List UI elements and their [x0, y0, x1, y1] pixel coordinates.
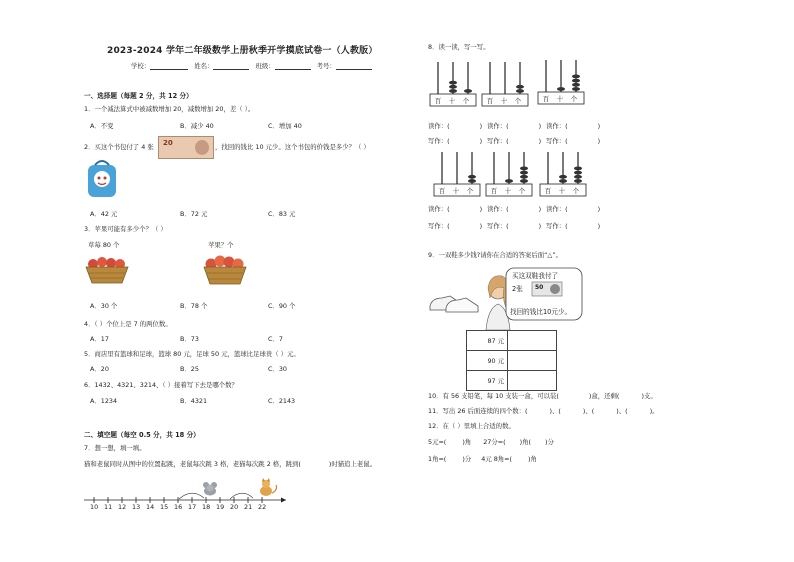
q1-option-c[interactable]: C．增加 40: [268, 122, 302, 130]
place-label: 百: [486, 97, 494, 105]
abacus-place-labels: [487, 186, 529, 195]
number-line-label: 13: [132, 503, 141, 511]
abacus-bead: [559, 179, 567, 183]
number-line-label: 17: [188, 503, 197, 511]
bubble-note-value: 50: [535, 284, 544, 291]
q10-text-a: 10．有 56 支铅笔，每 10 支装一盒，可以装(: [428, 392, 559, 400]
q12-r1-c: 27分=(: [483, 438, 506, 446]
class-label: 班级：: [255, 62, 275, 70]
place-label: 百: [434, 97, 442, 105]
abacus-bead: [520, 171, 528, 175]
q1-option-b[interactable]: B．减少 40: [180, 122, 214, 130]
q6-option-a[interactable]: A．1234: [90, 397, 118, 405]
answer-close: ): [479, 137, 483, 145]
class-blank[interactable]: [275, 63, 311, 70]
q2-text-a: 2．买这个书包付了 4 张: [84, 143, 154, 151]
q7-desc: [84, 459, 376, 468]
answer-close: ): [597, 122, 601, 130]
number-line-label: 15: [160, 503, 169, 511]
q12-row2: [428, 454, 537, 463]
price-row: [467, 351, 557, 371]
abacus-bead: [520, 175, 528, 179]
place-label: 十: [500, 97, 508, 105]
bubble-top-text: 买这双鞋我付了: [512, 272, 559, 280]
answer-label: 写作：(: [428, 137, 450, 145]
section2-heading: 二、填空题（每空 0.5 分，共 18 分）: [84, 431, 200, 439]
write-answer[interactable]: [546, 136, 600, 145]
price-cell: 90 元: [467, 351, 508, 371]
number-line-label: 19: [216, 503, 225, 511]
apple-basket-icon: [202, 255, 248, 285]
number-line-label: 22: [258, 503, 267, 511]
answer-close: ): [479, 222, 483, 230]
place-label: 个: [514, 97, 522, 105]
q2-option-c[interactable]: C．83 元: [268, 210, 296, 218]
place-label: 个: [462, 97, 470, 105]
write-answer[interactable]: [487, 136, 541, 145]
read-answer[interactable]: [487, 121, 541, 130]
q4-option-b[interactable]: B．73: [180, 335, 199, 343]
answer-cell[interactable]: [508, 331, 557, 351]
answer-close: ): [597, 222, 601, 230]
q5-option-a[interactable]: A．20: [90, 365, 109, 373]
q3-option-a[interactable]: A．30 个: [90, 302, 118, 310]
bubble-mid-text: 2张: [512, 285, 523, 293]
q4-option-c[interactable]: C．7: [268, 335, 283, 343]
write-answer[interactable]: [428, 221, 482, 230]
place-label: 十: [558, 187, 566, 195]
q12-text: 12．在（ ）里填上合适的数。: [428, 422, 515, 430]
q7-text: 7．想一想，填一填。: [84, 444, 146, 452]
abacus-bead: [516, 89, 524, 93]
portrait-icon: [195, 140, 209, 155]
q5-text: 5．商店里有篮球和足球，篮球 80 元，足球 50 元，篮球比足球贵（ ）元。: [84, 350, 300, 358]
q2-text-b: ，找回的钱比 10 元少。这个书包的价钱是多少？（ ）: [215, 143, 370, 151]
q7-desc-a: 猫和老鼠同时从图中的位置起跳，老鼠每次跳 3 格，老猫每次跳 2 格，跳到(: [84, 460, 301, 468]
q2-option-a[interactable]: A．42 元: [90, 210, 118, 218]
q12-r2-a: 1角=(: [428, 455, 447, 463]
q8-text: 8．读一读，写一写。: [428, 43, 490, 51]
q11-text-a: 11．写出 26 后面连续的四个数：(: [428, 407, 528, 415]
q12-r2-c: 4元 8角=(: [481, 455, 512, 463]
write-answer[interactable]: [546, 221, 600, 230]
answer-label: 读作：(: [428, 205, 450, 213]
answer-label: 读作：(: [428, 122, 450, 130]
q2-option-b[interactable]: B．72 元: [180, 210, 208, 218]
read-answer[interactable]: [487, 204, 541, 213]
q12-row1: [428, 437, 554, 446]
abacus-place-labels: [539, 94, 581, 103]
q12-r1-a: 5元=(: [428, 438, 447, 446]
price-cell: 97 元: [467, 371, 508, 391]
answer-close: ): [597, 205, 601, 213]
q3-apple-label: 苹果？个: [208, 241, 234, 249]
abacus-bead: [574, 171, 582, 175]
write-answer[interactable]: [428, 136, 482, 145]
abacus-bead: [572, 79, 580, 83]
answer-label: 写作：(: [487, 137, 509, 145]
abacus-bead: [572, 75, 580, 79]
q9-text: 9．一双鞋多少钱?请你在合适的答案后面“△”。: [428, 251, 563, 259]
q11-text-e: )。: [649, 407, 659, 415]
number-line-label: 14: [146, 503, 155, 511]
place-label: 个: [570, 95, 578, 103]
number-line-label: 18: [202, 503, 211, 511]
answer-label: 写作：(: [546, 137, 568, 145]
shoe-scene-image: [428, 268, 588, 330]
q12-r2-b: )分: [462, 455, 472, 463]
price-cell: 87 元: [467, 331, 508, 351]
q5-option-b[interactable]: B．25: [180, 365, 199, 373]
answer-label: 读作：(: [487, 205, 509, 213]
q11-text-d: )、(: [616, 407, 628, 415]
answer-close: ): [479, 122, 483, 130]
abacus-bead: [449, 89, 457, 93]
abacus-bead: [574, 179, 582, 183]
backpack-icon: [86, 160, 118, 198]
q12-r1-e: )分: [544, 438, 554, 446]
read-answer[interactable]: [428, 204, 482, 213]
number-line-label: 21: [244, 503, 253, 511]
student-info-row: [131, 61, 372, 70]
name-blank[interactable]: [213, 63, 249, 70]
price-row: [467, 371, 557, 391]
read-answer[interactable]: [428, 121, 482, 130]
answer-label: 读作：(: [487, 122, 509, 130]
mouse-icon: [203, 482, 217, 496]
q7-desc-b: )时猫追上老鼠。: [328, 460, 377, 468]
place-label: 百: [490, 187, 498, 195]
q6-option-b[interactable]: B．4321: [180, 397, 208, 405]
number-line-label: 10: [90, 503, 99, 511]
read-answer[interactable]: [546, 121, 600, 130]
answer-close: ): [538, 137, 542, 145]
q10-text-c: )支。: [641, 392, 657, 400]
q12-r1-d: )角(: [519, 438, 531, 446]
q3-text: 3．苹果可能有多少个？（ ）: [84, 225, 167, 233]
write-answer[interactable]: [487, 221, 541, 230]
place-label: 个: [518, 187, 526, 195]
abacus-bead: [559, 175, 567, 179]
banknote-image: [158, 136, 214, 159]
abacus-bead: [574, 175, 582, 179]
answer-label: 写作：(: [546, 222, 568, 230]
section1-heading: 一、选择题（每题 2 分，共 12 分）: [84, 92, 193, 100]
abacus-bead: [449, 81, 457, 85]
answer-cell[interactable]: [508, 371, 557, 391]
abacus-place-labels: [483, 96, 525, 105]
abacus-bead: [520, 179, 528, 183]
read-answer[interactable]: [546, 204, 600, 213]
q11-line: [428, 406, 659, 415]
place-label: 个: [466, 187, 474, 195]
price-row: [467, 331, 557, 351]
answer-close: ): [538, 222, 542, 230]
school-label: 学校：: [131, 62, 151, 70]
abacus-bead: [468, 179, 476, 183]
q3-option-c[interactable]: C．90 个: [268, 302, 296, 310]
q1-text: 1．一个减法算式中被减数增加 20，减数增加 20，差（ ）。: [84, 105, 255, 113]
price-table: [466, 330, 557, 391]
bubble-bottom-text: 找回的钱比10元少。: [510, 308, 572, 316]
abacus-bead: [572, 83, 580, 87]
q6-option-c[interactable]: C．2143: [268, 397, 296, 405]
q11-text-c: )、(: [582, 407, 595, 415]
abacus-place-labels: [435, 186, 477, 195]
answer-cell[interactable]: [508, 351, 557, 371]
q6-text: 6．1432、4321、3214、（ ）接着写下去是哪个数？: [84, 381, 238, 389]
cat-icon: [260, 478, 277, 496]
abacus-place-labels: [431, 96, 473, 105]
place-label: 百: [544, 187, 552, 195]
abacus-bead: [572, 87, 580, 91]
abacus-bead: [468, 175, 476, 179]
q3-strawberry-label: 草莓 80 个: [88, 241, 120, 249]
paper-title: 2023-2024 学年二年级数学上册秋季开学摸底试卷一（人教版）: [107, 46, 378, 56]
place-label: 十: [556, 95, 564, 103]
shoes-icon: [430, 296, 478, 312]
q10-text-b: )盒，还剩(: [588, 392, 620, 400]
answer-close: ): [597, 137, 601, 145]
answer-close: ): [538, 122, 542, 130]
number-line-label: 20: [230, 503, 239, 511]
place-label: 个: [572, 187, 580, 195]
q4-option-a[interactable]: A．17: [90, 335, 109, 343]
strawberry-basket-icon: [84, 256, 130, 284]
exam-no-blank[interactable]: [336, 63, 372, 70]
abacus-bead: [557, 87, 565, 91]
banknote-value: 20: [163, 139, 173, 147]
place-label: 百: [438, 187, 446, 195]
answer-close: ): [479, 205, 483, 213]
exam-no-label: 考号：: [316, 62, 336, 70]
name-label: 姓名：: [194, 62, 214, 70]
answer-label: 读作：(: [546, 122, 568, 130]
q3-option-b[interactable]: B．78 个: [180, 302, 208, 310]
answer-label: 写作：(: [487, 222, 509, 230]
place-label: 百: [542, 95, 550, 103]
place-label: 十: [452, 187, 460, 195]
q4-text: 4．（ ）个位上是 7 的两位数。: [84, 320, 172, 328]
q5-option-c[interactable]: C．30: [268, 365, 287, 373]
q11-text-b: )、(: [549, 407, 561, 415]
place-label: 十: [504, 187, 512, 195]
q10-line: [428, 391, 657, 400]
abacus-bead: [516, 85, 524, 89]
number-line-label: 11: [104, 503, 113, 511]
q1-option-a[interactable]: A．不变: [90, 122, 114, 130]
school-blank[interactable]: [150, 63, 188, 70]
number-line-label: 16: [174, 503, 183, 511]
abacus-bead: [520, 167, 528, 171]
answer-close: ): [538, 205, 542, 213]
number-line-label: 12: [118, 503, 127, 511]
abacus-bead: [574, 167, 582, 171]
q12-r1-b: )角: [462, 438, 472, 446]
abacus-place-labels: [541, 186, 583, 195]
answer-label: 读作：(: [546, 205, 568, 213]
answer-label: 写作：(: [428, 222, 450, 230]
abacus-bead: [464, 89, 472, 93]
abacus-bead: [449, 85, 457, 89]
abacus-bead: [505, 179, 513, 183]
place-label: 十: [448, 97, 456, 105]
q12-r2-d: )角: [528, 455, 537, 463]
